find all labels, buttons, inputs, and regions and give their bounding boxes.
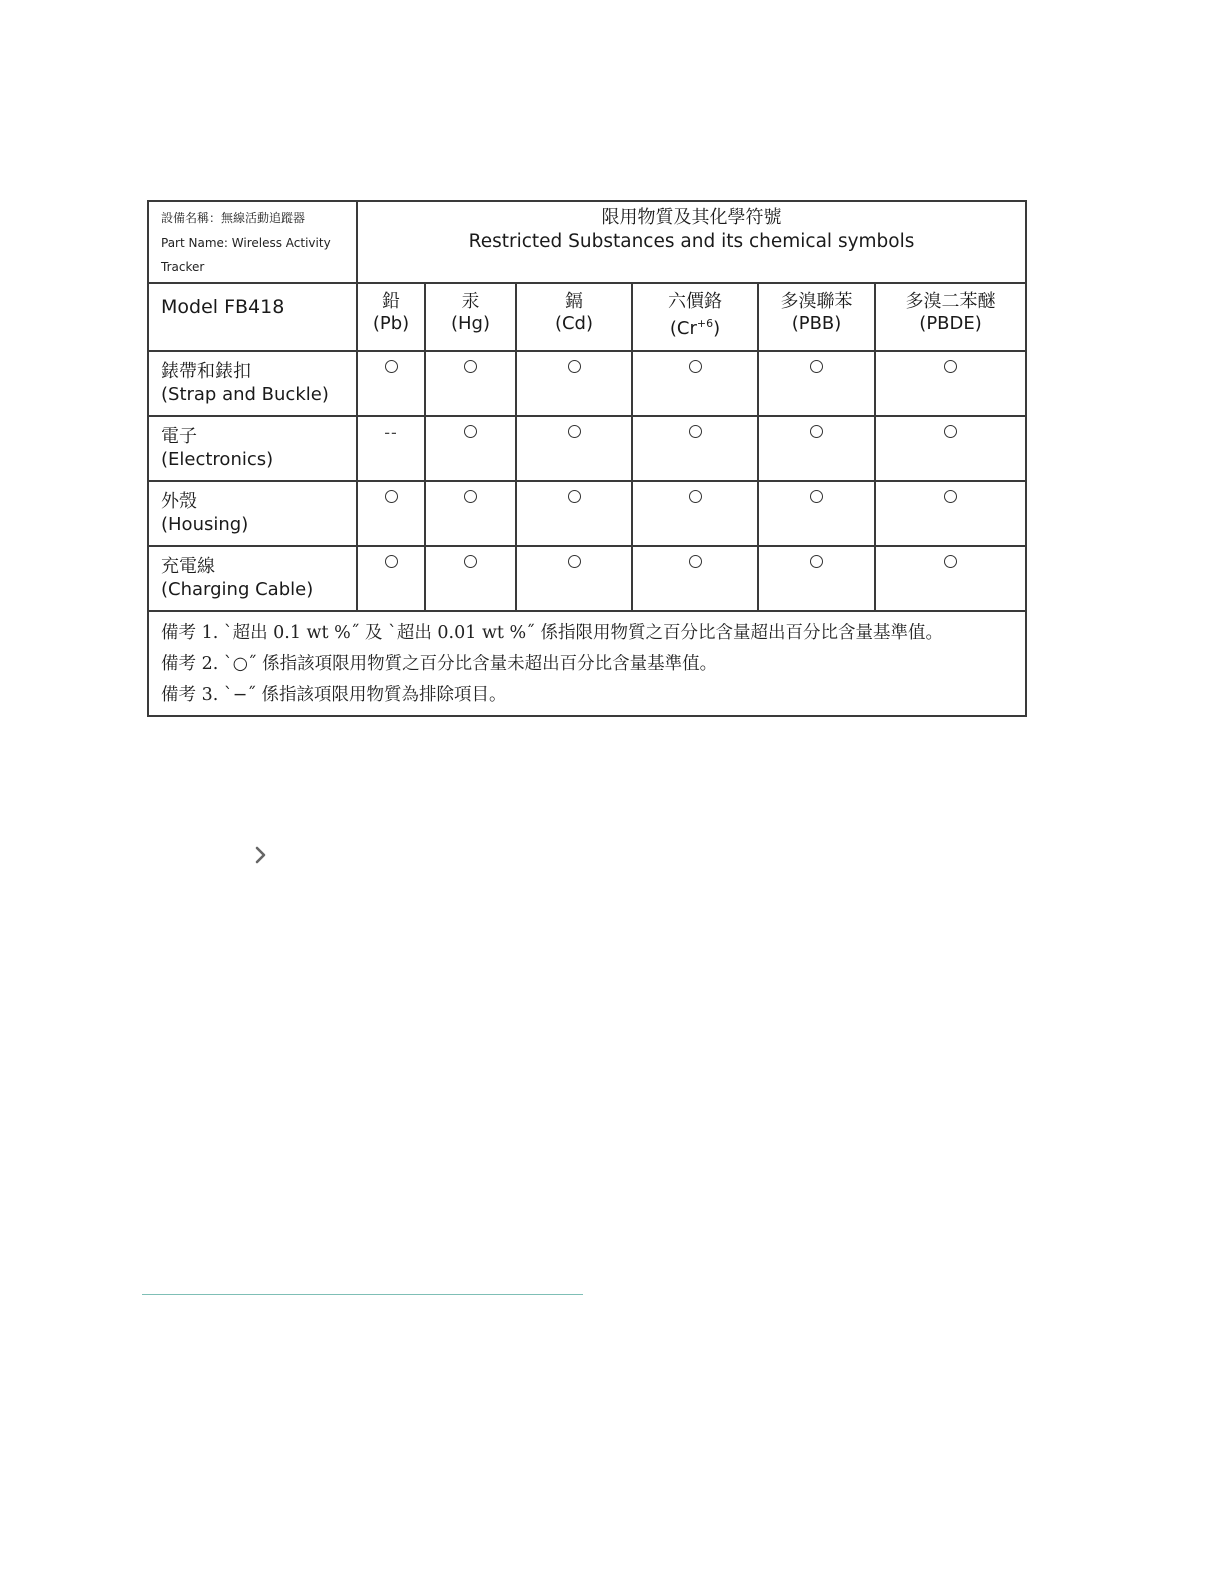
column-header-pbde: 多溴二苯醚 (PBDE) xyxy=(875,283,1026,351)
circle-mark-icon xyxy=(689,490,702,503)
cell-mark xyxy=(357,351,425,416)
restricted-substances-table xyxy=(147,200,1027,717)
cell-mark xyxy=(758,481,875,546)
cell-mark xyxy=(357,416,425,481)
row-label: 外殼 (Housing) xyxy=(148,481,357,546)
part-name-cell xyxy=(148,201,357,283)
circle-mark-icon xyxy=(568,490,581,503)
table-row xyxy=(148,481,1026,546)
column-header-pb: 鉛 (Pb) xyxy=(357,283,425,351)
notes-cell xyxy=(148,611,1026,716)
row-label: 充電線 (Charging Cable) xyxy=(148,546,357,611)
circle-mark-icon xyxy=(568,425,581,438)
column-header-cd: 鎘 (Cd) xyxy=(516,283,632,351)
circle-mark-icon xyxy=(464,360,477,373)
circle-mark-icon xyxy=(810,360,823,373)
table-title-zh: 限用物質及其化學符號 xyxy=(601,207,782,228)
notes-row xyxy=(148,611,1026,716)
table-row xyxy=(148,546,1026,611)
chevron-right-icon[interactable] xyxy=(252,846,270,864)
cell-mark xyxy=(516,416,632,481)
cell-mark xyxy=(632,546,758,611)
cell-mark xyxy=(425,351,516,416)
circle-mark-icon xyxy=(810,490,823,503)
circle-mark-icon xyxy=(464,555,477,568)
part-name-zh: 設備名稱：無線活動追蹤器 xyxy=(161,211,306,225)
circle-mark-icon xyxy=(944,360,957,373)
circle-mark-icon xyxy=(944,555,957,568)
column-header-cr6: 六價鉻 $(Cr^{+6})$ xyxy=(632,283,758,351)
row-label: 電子 (Electronics) xyxy=(148,416,357,481)
table-title-en: Restricted Substances and its chemical symbols xyxy=(468,231,915,252)
column-header-row xyxy=(148,283,1026,351)
cell-mark xyxy=(516,351,632,416)
note-1: 備考 1. ˋ超出 0.1 wt %˝ 及 ˋ超出 0.01 wt %˝ 係指限用物質之百分比含量超出百分比含量基準值。 xyxy=(161,623,943,643)
column-header-pbb: 多溴聯苯 (PBB) xyxy=(758,283,875,351)
circle-mark-icon xyxy=(810,425,823,438)
cell-mark xyxy=(516,481,632,546)
note-2: 備考 2. ˋ○˝ 係指該項限用物質之百分比含量未超出百分比含量基準值。 xyxy=(161,654,718,674)
cell-mark xyxy=(425,416,516,481)
cell-mark xyxy=(357,546,425,611)
table-header-row xyxy=(148,201,1026,283)
circle-mark-icon xyxy=(385,555,398,568)
row-label: 錶帶和錶扣 (Strap and Buckle) xyxy=(148,351,357,416)
model-label: Model FB418 xyxy=(148,283,357,351)
circle-mark-icon xyxy=(689,360,702,373)
circle-mark-icon xyxy=(464,425,477,438)
cell-mark xyxy=(875,481,1026,546)
cell-mark xyxy=(357,481,425,546)
dash-mark: -- xyxy=(384,423,398,442)
circle-mark-icon xyxy=(385,360,398,373)
part-name-en-line2: Tracker xyxy=(161,260,205,274)
cell-mark xyxy=(632,481,758,546)
cell-mark xyxy=(425,546,516,611)
note-3: 備考 3. ˋ−˝ 係指該項限用物質為排除項目。 xyxy=(161,685,507,705)
circle-mark-icon xyxy=(689,555,702,568)
table-row xyxy=(148,416,1026,481)
circle-mark-icon xyxy=(568,555,581,568)
circle-mark-icon xyxy=(944,490,957,503)
cell-mark xyxy=(875,546,1026,611)
cell-mark xyxy=(425,481,516,546)
part-name-en-line1: Part Name: Wireless Activity xyxy=(161,235,331,250)
cell-mark xyxy=(516,546,632,611)
footnote-divider xyxy=(142,1294,583,1295)
cell-mark xyxy=(875,351,1026,416)
circle-mark-icon xyxy=(810,555,823,568)
cell-mark xyxy=(632,416,758,481)
circle-mark-icon xyxy=(689,425,702,438)
circle-mark-icon xyxy=(568,360,581,373)
circle-mark-icon xyxy=(385,490,398,503)
cell-mark xyxy=(758,546,875,611)
cell-mark xyxy=(632,351,758,416)
table-title-cell xyxy=(357,201,1026,283)
circle-mark-icon xyxy=(464,490,477,503)
cell-mark xyxy=(875,416,1026,481)
cell-mark xyxy=(758,351,875,416)
circle-mark-icon xyxy=(944,425,957,438)
column-header-hg: 汞 (Hg) xyxy=(425,283,516,351)
table-row xyxy=(148,351,1026,416)
cell-mark xyxy=(758,416,875,481)
